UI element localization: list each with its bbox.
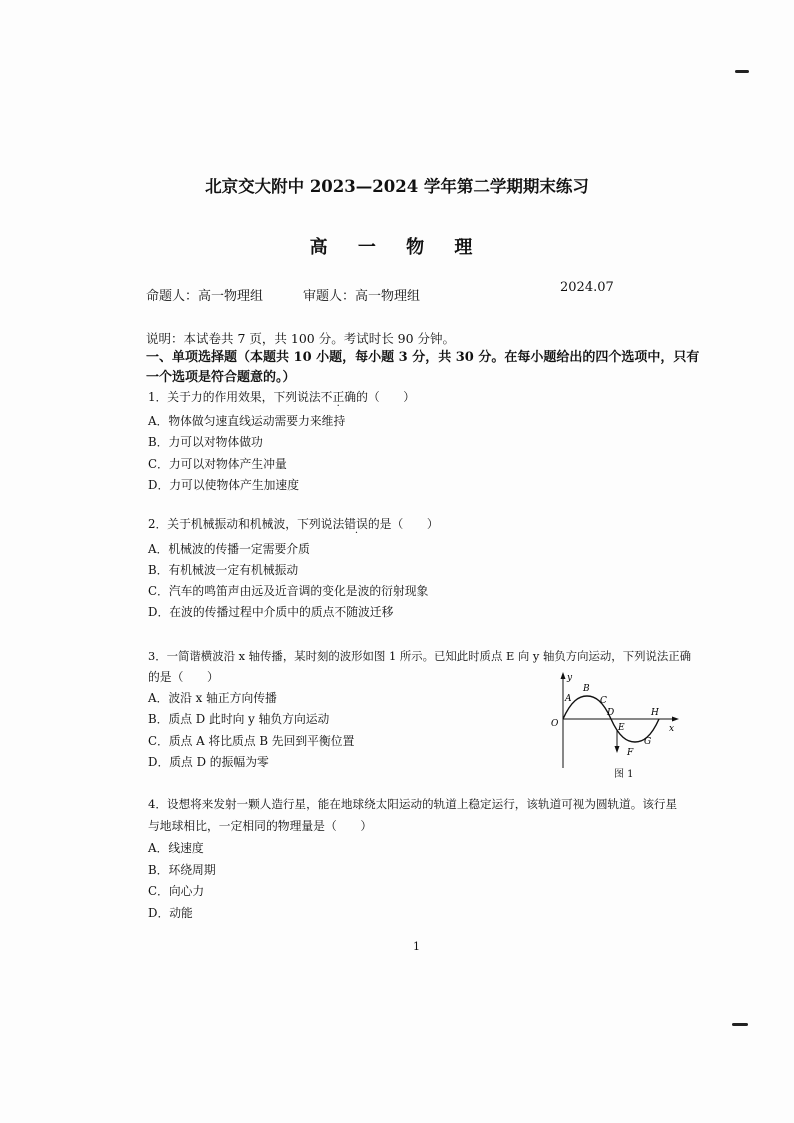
label-y: y — [567, 673, 573, 683]
question-2-stem — [148, 515, 439, 532]
section-heading-line1: 一、单项选择题（本题共 10 小题，每小题 3 分，共 30 分。在每小题给出的四个选项中，只有 — [146, 350, 700, 365]
scan-mark-bottom — [732, 1023, 748, 1026]
question-4-stem-line1: 4．设想将来发射一颗人造行星，能在地球绕太阳运动的轨道上稳定运行，该轨道可视为圆轨道。该行星 — [148, 797, 678, 811]
author-label: 命题人：高一物理组 — [146, 289, 264, 304]
exam-date: 2024.07 — [560, 280, 614, 295]
question-4-stem-line2: 与地球相比，一定相同的物理量是（ ） — [148, 819, 373, 833]
question-1-stem-pre: 1．关于力的作用效果，下列说法 — [148, 390, 321, 404]
question-4-option-d: D．动能 — [148, 906, 193, 920]
question-2-stem-pre: 2．关于机械振动和机械波，下列说法 — [148, 517, 345, 531]
question-1-emphasis: 不正确 — [320, 390, 357, 404]
question-4-option-b: B．环绕周期 — [148, 863, 216, 877]
label-h: H — [651, 708, 659, 718]
label-d: D — [607, 708, 615, 718]
label-f: F — [627, 748, 634, 758]
label-a: A — [565, 694, 572, 704]
question-3-option-b: B．质点 D 此时向 y 轴负方向运动 — [148, 712, 330, 726]
section-heading-line2: 一个选项是符合题意的。） — [146, 370, 296, 385]
question-3-stem-line2: 的是（ ） — [148, 670, 219, 684]
question-1-stem-post: 的（ ） — [356, 390, 416, 404]
exam-instructions: 说明：本试卷共 7 页，共 100 分。考试时长 90 分钟。 — [146, 331, 456, 346]
reviewer-label: 审题人：高一物理组 — [303, 289, 421, 304]
page-number: 1 — [413, 940, 420, 953]
exam-subject: 高 一 物 理 — [309, 237, 485, 258]
exam-title: 北京交大附中 2023—2024 学年第二学期期末练习 — [205, 177, 589, 196]
question-4-option-a: A．线速度 — [148, 841, 204, 855]
question-4-option-c: C．向心力 — [148, 884, 205, 898]
label-c: C — [600, 696, 607, 706]
label-origin: O — [551, 719, 559, 729]
x-axis-arrow — [672, 717, 679, 722]
question-2-stem-post: 的是（ ） — [367, 517, 439, 531]
figure-1-caption: 图 1 — [614, 769, 634, 780]
question-1-option-c: C．力可以对物体产生冲量 — [148, 457, 287, 471]
question-3-stem-line1: 3．一简谐横波沿 x 轴传播，某时刻的波形如图 1 所示。已知此时质点 E 向 y 轴负方向运动，下列说法正确 — [148, 649, 692, 663]
question-2-option-b: B．有机械波一定有机械振动 — [148, 563, 299, 577]
question-3-option-c: C．质点 A 将比质点 B 先回到平衡位置 — [148, 734, 355, 748]
label-g: G — [644, 737, 652, 747]
question-3-option-d: D．质点 D 的振幅为零 — [148, 755, 269, 769]
question-3-option-a: A．波沿 x 轴正方向传播 — [148, 691, 277, 705]
question-2-option-a: A．机械波的传播一定需要介质 — [148, 542, 310, 556]
question-2-option-d: D．在波的传播过程中介质中的质点不随波迁移 — [148, 605, 394, 619]
question-1-stem — [148, 388, 415, 405]
label-e: E — [618, 723, 625, 733]
velocity-arrow-e-head — [615, 746, 620, 753]
question-1-option-d: D．力可以使物体产生加速度 — [148, 478, 300, 492]
question-1-option-b: B．力可以对物体做功 — [148, 435, 263, 449]
question-2-option-c: C．汽车的鸣笛声由远及近音调的变化是波的衍射现象 — [148, 584, 429, 598]
y-axis-arrow — [561, 672, 566, 679]
question-2-emphasis: 错误 — [344, 517, 368, 531]
label-x: x — [669, 724, 675, 734]
scan-mark-top — [735, 70, 749, 73]
label-b: B — [583, 684, 590, 694]
question-1-option-a: A．物体做匀速直线运动需要力来维持 — [148, 414, 346, 428]
